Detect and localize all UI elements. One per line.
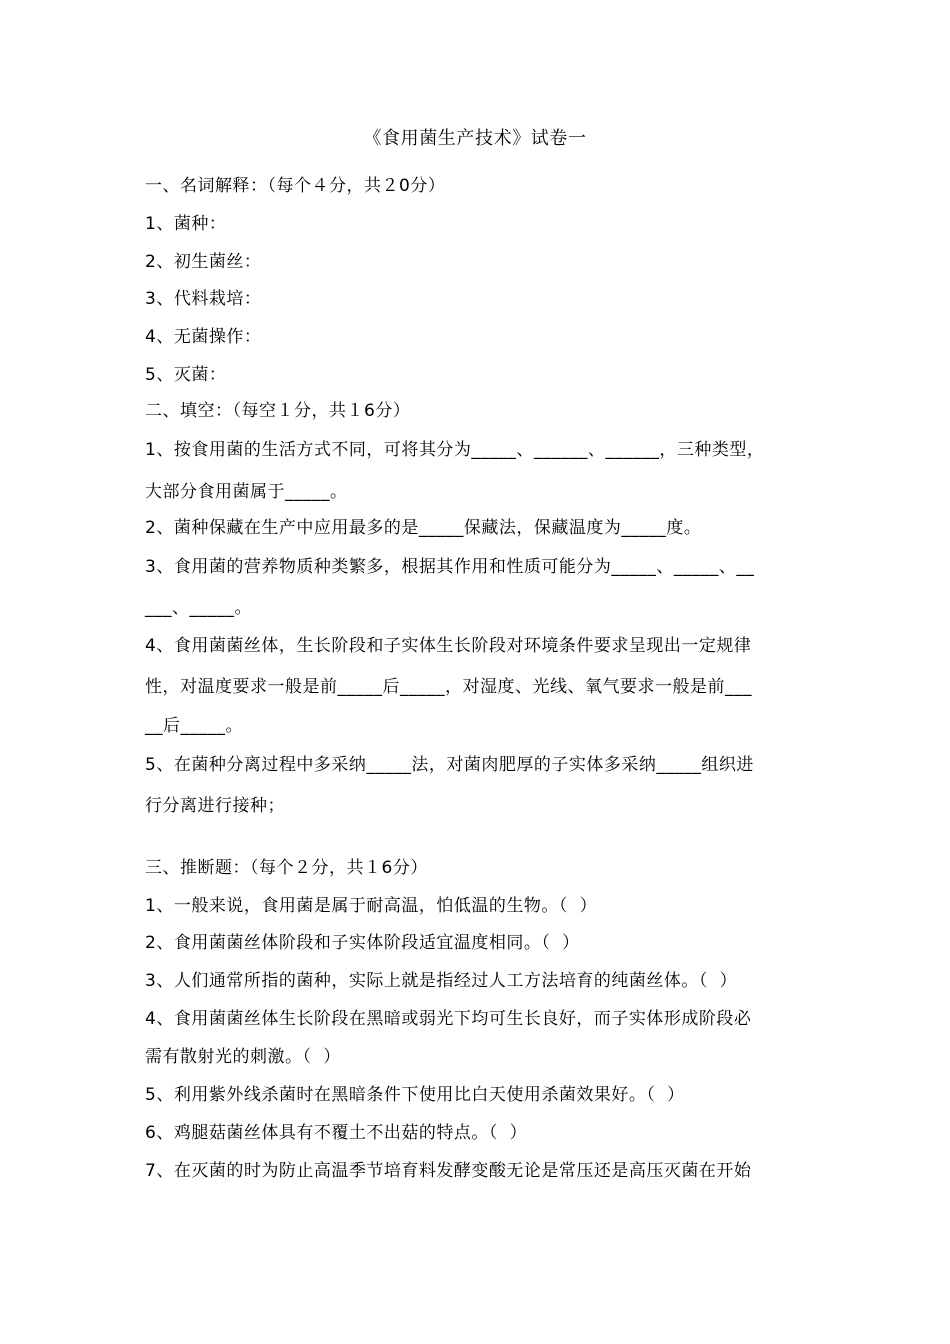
- question-line: 5、在菌种分离过程中多采纳_____法，对菌肉肥厚的子实体多采纳_____组织进: [145, 755, 754, 775]
- question-line: 7、在灭菌的时为防止高温季节培育料发酵变酸无论是常压还是高压灭菌在开始: [145, 1161, 752, 1181]
- question-line: 大部分食用菌属于_____。: [145, 482, 348, 502]
- question-line: __后_____。: [145, 716, 243, 736]
- question-line: 1、按食用菌的生活方式不同，可将其分为_____、______、______，三种类型，: [145, 440, 765, 460]
- question-line: 2、菌种保藏在生产中应用最多的是_____保藏法，保藏温度为_____度。: [145, 518, 702, 538]
- question-line: 1、一般来说，食用菌是属于耐高温，怕低温的生物。（ ）: [145, 896, 598, 916]
- question-line: 3、食用菌的营养物质种类繁多，根据其作用和性质可能分为_____、_____、__: [145, 557, 755, 577]
- question-line: 1、菌种：: [145, 214, 227, 234]
- question-line: 3、人们通常所指的菌种，实际上就是指经过人工方法培育的纯菌丝体。（ ）: [145, 971, 738, 991]
- question-line: 需有散射光的刺激。（ ）: [145, 1047, 341, 1067]
- exam-title: 《食用菌生产技术》试卷一: [363, 128, 587, 149]
- question-line: 4、食用菌菌丝体，生长阶段和子实体生长阶段对环境条件要求呈现出一定规律: [145, 636, 752, 656]
- section-heading-definitions: 一、名词解释：（每个４分，共２0分）: [145, 176, 446, 196]
- question-line: 3、代料栽培：: [145, 289, 262, 309]
- question-line: 4、无菌操作：: [145, 327, 262, 347]
- question-line: 行分离进行接种；: [145, 796, 285, 816]
- question-line: 2、食用菌菌丝体阶段和子实体阶段适宜温度相同。（ ）: [145, 933, 580, 953]
- question-line: 性，对温度要求一般是前_____后_____，对湿度、光线、氧气要求一般是前___: [145, 677, 752, 697]
- question-line: 6、鸡腿菇菌丝体具有不覆土不出菇的特点。（ ）: [145, 1123, 528, 1143]
- section-heading-true-false: 三、推断题：（每个２分，共１6分）: [145, 858, 428, 878]
- question-line: 2、初生菌丝：: [145, 252, 262, 272]
- section-heading-fill-in: 二、填空：（每空１分，共１6分）: [145, 401, 411, 421]
- question-line: 5、利用紫外线杀菌时在黑暗条件下使用比白天使用杀菌效果好。（ ）: [145, 1085, 685, 1105]
- question-line: 5、灭菌：: [145, 365, 227, 385]
- question-line: ___、_____。: [145, 598, 252, 618]
- question-line: 4、食用菌菌丝体生长阶段在黑暗或弱光下均可生长良好，而子实体形成阶段必: [145, 1009, 752, 1029]
